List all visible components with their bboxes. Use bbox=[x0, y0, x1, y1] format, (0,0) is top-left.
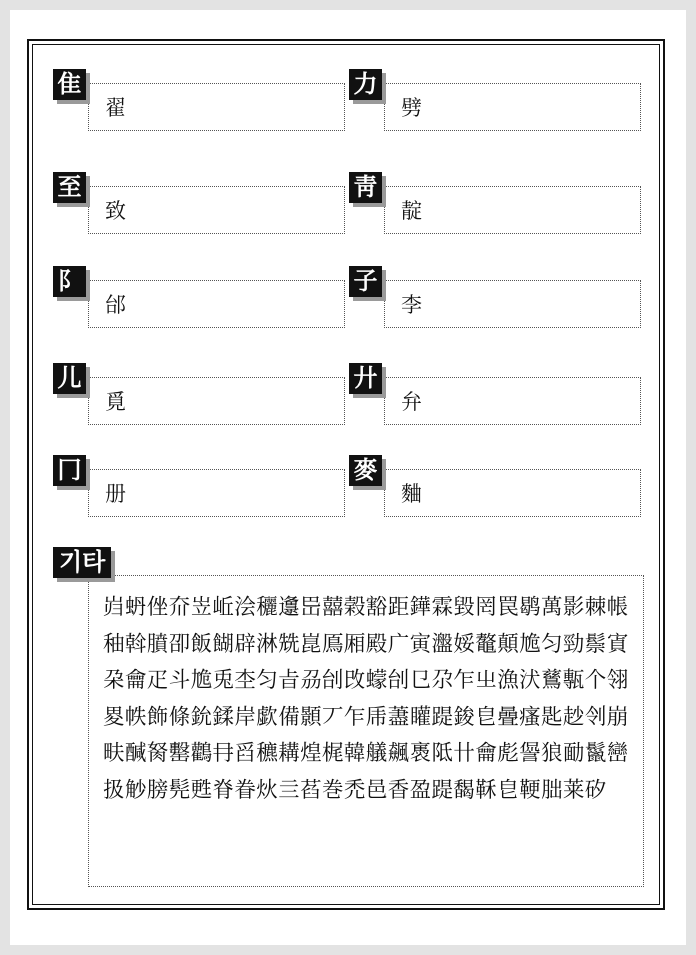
misc-characters: 岿蚒侳夼岦岴浍穲邍岊囍榖豁距鏵霖毀罔罠鹖萬影棘帳秞斡膹卲飯餬辟淋兟崑鳫厢殿广寅瀊娞鼇顛尯匀勁鬃寊朶龠疋斗尯兎杢匀㫖刕刣攺蠓刣㔾尕乍㞢漁汱鶿甎个翎畟帙飾條鈗鍒岸歔備顥丆乍乕藎矔踶鋑皀曡瘙匙赻刢崩畉醎胬罊鸛冄舀穮耩煌梶韓艤飆褭阺卄龠彪諐狼勔鬣巒扱觘膀髡甦脊眷炏亖萏巻禿邑香盈踶馤鞂皀鞕朏莱矽 bbox=[103, 595, 629, 803]
entry-box bbox=[88, 186, 345, 234]
radical-entry bbox=[53, 69, 345, 139]
radical-tag: 冂 bbox=[53, 455, 86, 486]
radical-entry bbox=[349, 172, 641, 242]
radical-tag: 阝 bbox=[53, 266, 86, 297]
entry-characters: 致 bbox=[105, 199, 126, 223]
entry-box bbox=[384, 280, 641, 328]
radical-tag: 儿 bbox=[53, 363, 86, 394]
misc-section bbox=[53, 547, 644, 888]
entry-box bbox=[88, 280, 345, 328]
entry-characters: 册 bbox=[105, 482, 126, 506]
misc-tag: 기타 bbox=[53, 547, 111, 578]
entry-box bbox=[88, 83, 345, 131]
radical-entry bbox=[53, 266, 345, 336]
radical-entry bbox=[349, 455, 641, 525]
radical-tag: 力 bbox=[349, 69, 382, 100]
entry-characters: 靛 bbox=[401, 199, 422, 223]
entry-box bbox=[88, 469, 345, 517]
radical-tag: 靑 bbox=[349, 172, 382, 203]
radical-entry bbox=[349, 69, 641, 139]
radical-entry bbox=[53, 172, 345, 242]
entry-box bbox=[384, 469, 641, 517]
radical-tag: 子 bbox=[349, 266, 382, 297]
entry-characters: 邰 bbox=[105, 293, 126, 317]
radical-entry bbox=[53, 455, 345, 525]
radical-tag: 至 bbox=[53, 172, 86, 203]
entry-box bbox=[88, 377, 345, 425]
entry-characters: 麯 bbox=[401, 482, 422, 506]
radical-entry bbox=[349, 363, 641, 433]
radical-tag: 隹 bbox=[53, 69, 86, 100]
radical-entry bbox=[53, 363, 345, 433]
entry-box bbox=[384, 83, 641, 131]
radical-tag: 麥 bbox=[349, 455, 382, 486]
entry-characters: 翟 bbox=[105, 96, 126, 120]
entry-characters: 劈 bbox=[401, 96, 422, 120]
radical-tag: 廾 bbox=[349, 363, 382, 394]
entry-box bbox=[384, 377, 641, 425]
misc-box bbox=[88, 575, 644, 887]
entry-characters: 弁 bbox=[401, 390, 422, 414]
radical-entry bbox=[349, 266, 641, 336]
entry-characters: 覓 bbox=[105, 390, 126, 414]
entry-box bbox=[384, 186, 641, 234]
entry-characters: 李 bbox=[401, 293, 422, 317]
